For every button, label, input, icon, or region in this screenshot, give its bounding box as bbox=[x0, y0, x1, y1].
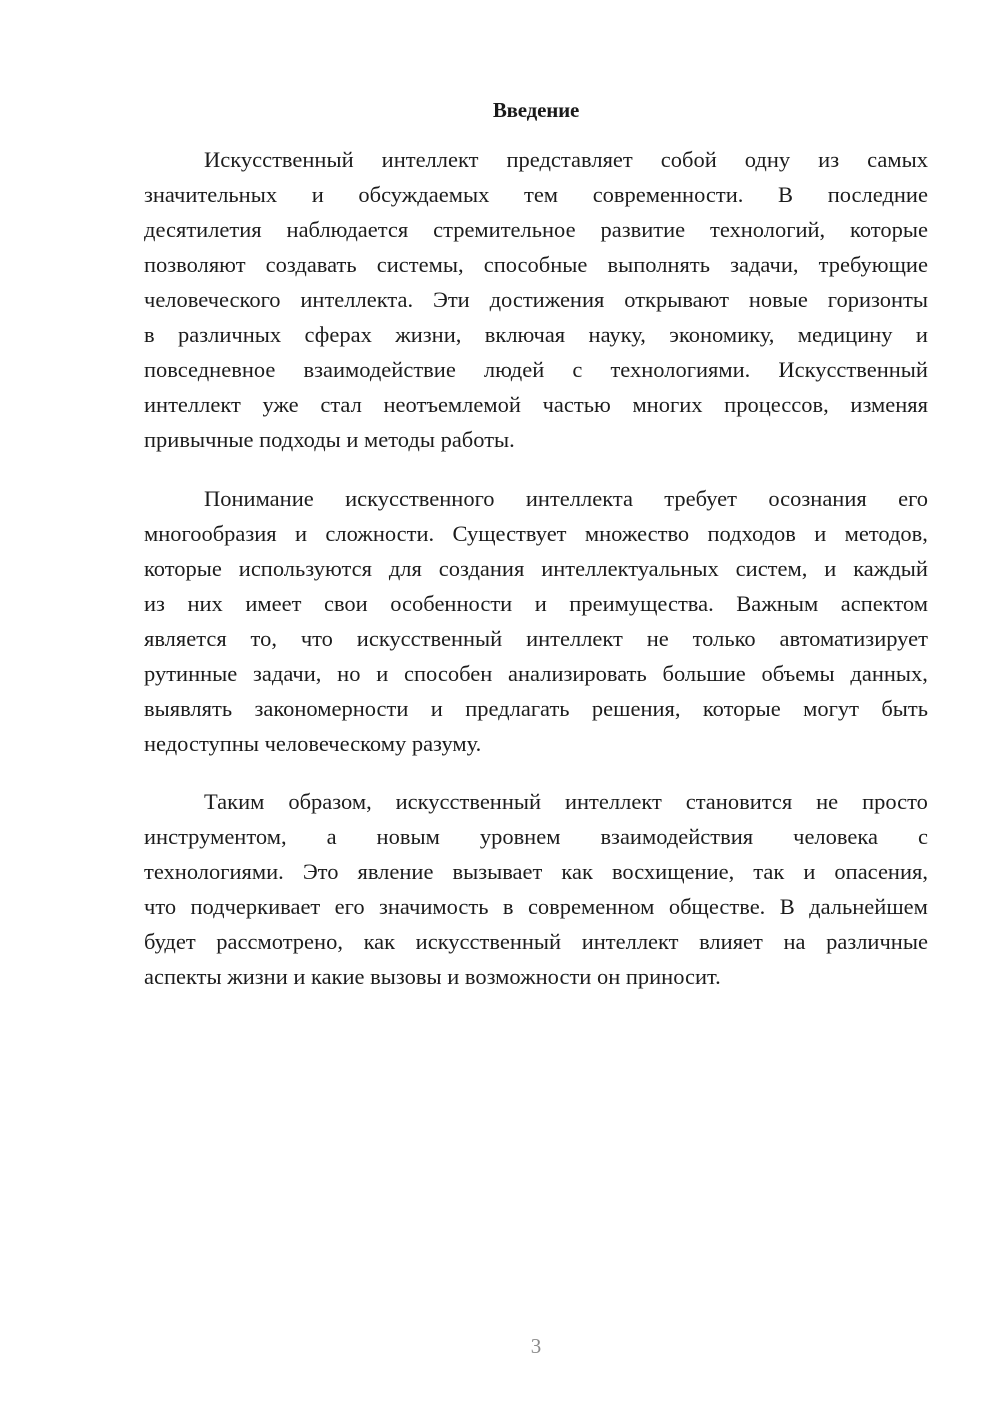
text-line: недоступны человеческому разуму. bbox=[144, 731, 482, 756]
text-line: многообразия и сложности. Существует множество подходов и методов, bbox=[144, 521, 928, 546]
text-line: рутинные задачи, но и способен анализировать большие объемы данных, bbox=[144, 661, 928, 686]
text-line: Искусственный интеллект представляет собой одну из самых bbox=[204, 147, 928, 172]
section-heading: Введение bbox=[492, 98, 580, 122]
text-line: выявлять закономерности и предлагать решения, которые могут быть bbox=[144, 696, 928, 721]
text-line: является то, что искусственный интеллект не только автоматизирует bbox=[144, 626, 928, 651]
text-line: в различных сферах жизни, включая науку, экономику, медицину и bbox=[144, 322, 928, 347]
text-line: привычные подходы и методы работы. bbox=[144, 427, 515, 452]
text-line: позволяют создавать системы, способные выполнять задачи, требующие bbox=[144, 252, 928, 277]
page-number: 3 bbox=[530, 1334, 542, 1358]
text-line: Понимание искусственного интеллекта требует осознания его bbox=[204, 486, 928, 511]
text-line: которые используются для создания интеллектуальных систем, и каждый bbox=[144, 556, 928, 581]
paragraph-3 bbox=[144, 784, 928, 994]
text-line: что подчеркивает его значимость в современном обществе. В дальнейшем bbox=[144, 894, 928, 919]
text-line: десятилетия наблюдается стремительное развитие технологий, которые bbox=[144, 217, 928, 242]
text-line: человеческого интеллекта. Эти достижения открывают новые горизонты bbox=[144, 287, 928, 312]
text-line: будет рассмотрено, как искусственный интеллект влияет на различные bbox=[144, 929, 928, 954]
text-line: технологиями. Это явление вызывает как восхищение, так и опасения, bbox=[144, 859, 928, 884]
text-line: инструментом, а новым уровнем взаимодействия человека с bbox=[144, 824, 928, 849]
text-line: аспекты жизни и какие вызовы и возможности он приносит. bbox=[144, 964, 721, 989]
text-line: повседневное взаимодействие людей с технологиями. Искусственный bbox=[144, 357, 928, 382]
text-line: из них имеет свои особенности и преимущества. Важным аспектом bbox=[144, 591, 928, 616]
text-line: значительных и обсуждаемых тем современности. В последние bbox=[144, 182, 928, 207]
text-line: Таким образом, искусственный интеллект становится не просто bbox=[204, 789, 928, 814]
text-line: интеллект уже стал неотъемлемой частью многих процессов, изменяя bbox=[144, 392, 928, 417]
paragraph-2 bbox=[144, 481, 928, 761]
paragraph-1 bbox=[144, 142, 928, 457]
